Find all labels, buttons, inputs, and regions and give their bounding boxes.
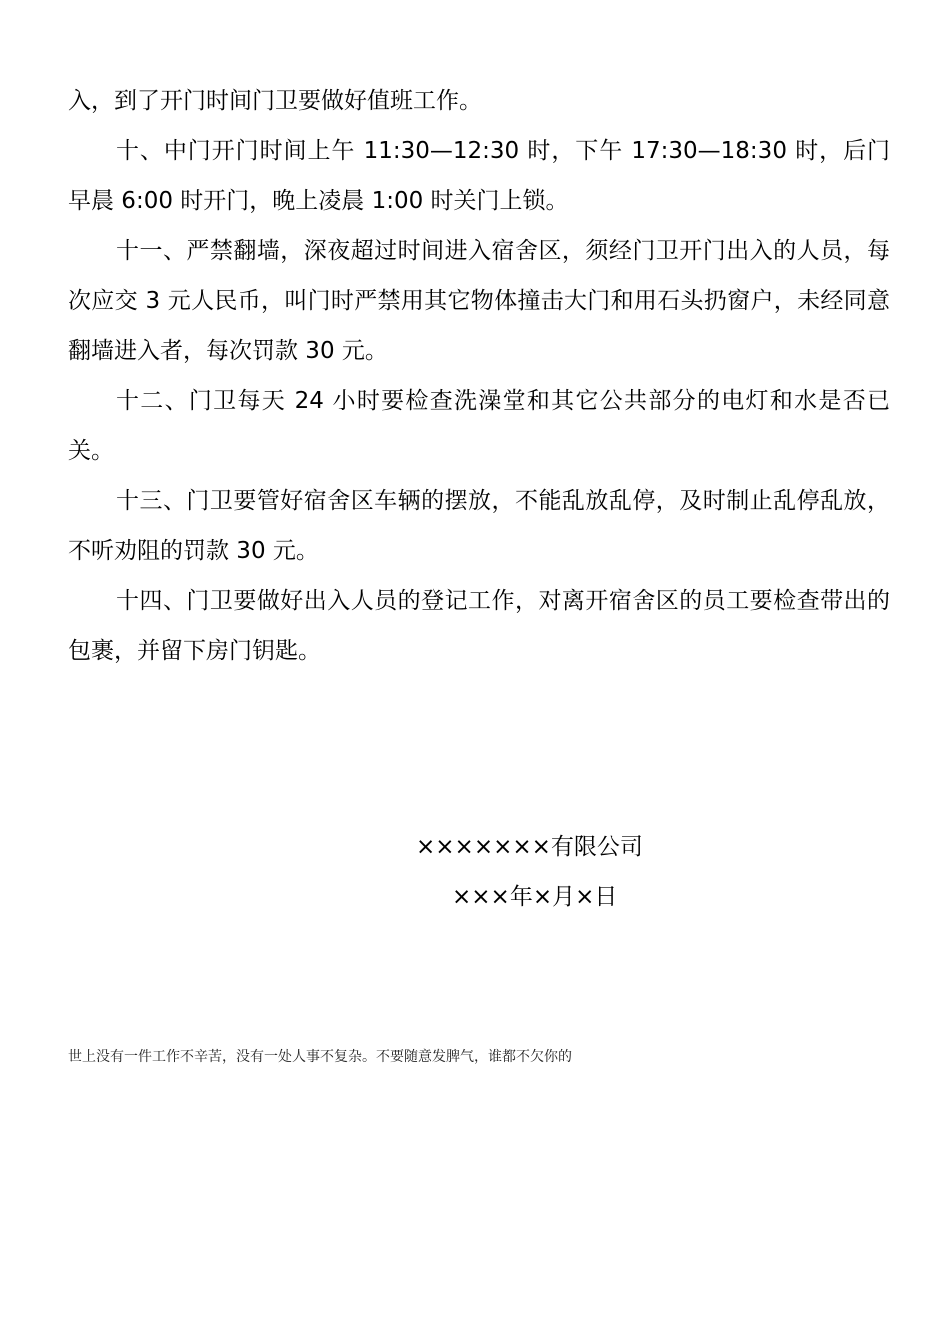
signature-company: ×××××××有限公司 [416,834,643,860]
paragraph-rule-11: 十一、严禁翻墙，深夜超过时间进入宿舍区，须经门卫开门出入的人员，每次应交 3 元人民币，叫门时严禁用其它物体撞击大门和用石头扔窗户，未经同意翻墙进入者，每次罚款 30 元。 [68,238,890,364]
signature-date: ×××年×月×日 [452,884,618,910]
paragraph-rule-12: 十二、门卫每天 24 小时要检查洗澡堂和其它公共部分的电灯和水是否已关。 [68,388,890,464]
footer-note: 世上没有一件工作不辛苦，没有一处人事不复杂。不要随意发脾气，谁都不欠你的 [68,1049,572,1065]
paragraph-rule-14: 十四、门卫要做好出入人员的登记工作，对离开宿舍区的员工要检查带出的包裹，并留下房门钥匙。 [68,588,890,664]
paragraph-rule-10: 十、中门开门时间上午 11:30—12:30 时，下午 17:30—18:30 时，后门早晨 6:00 时开门，晚上凌晨 1:00 时关门上锁。 [68,138,890,214]
document-body [68,76,890,676]
paragraph-rule-13: 十三、门卫要管好宿舍区车辆的摆放，不能乱放乱停，及时制止乱停乱放，不听劝阻的罚款 30 元。 [68,488,890,564]
paragraph-continuation: 入，到了开门时间门卫要做好值班工作。 [68,88,482,114]
